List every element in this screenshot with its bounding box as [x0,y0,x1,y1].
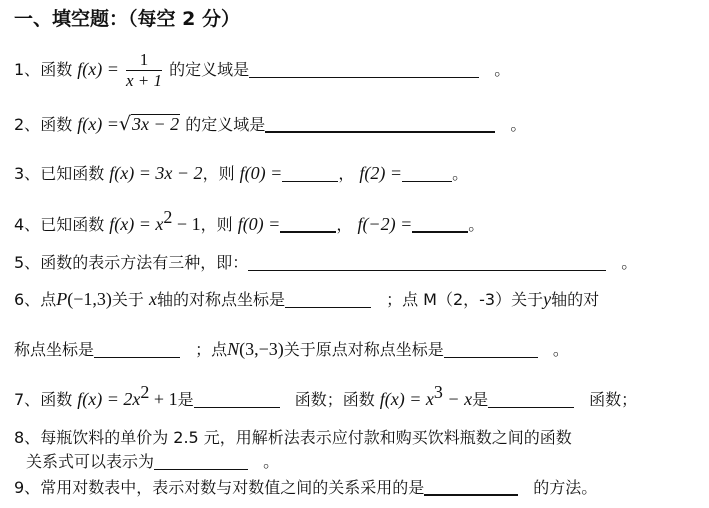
answer-blank[interactable] [282,165,338,182]
answer-blank[interactable] [280,215,336,233]
question-6: 6、点P(−1,3)关于 x轴的对称点坐标是 ；点 M（2，-3）关于y轴的对 [14,289,600,309]
question-2: 2、函数 f(x) =√3x − 2 的定义域是 。 [14,113,527,135]
question-7: 7、函数 $f(x) = 2x^2 + 1$是 函数；函数 $f(x) = x^3 - x$是 函数； [14,382,638,409]
question-3: 3、已知函数 f(x) = 3x − 2，则 f(0) = ， f(2) = 。 [14,163,469,183]
answer-blank[interactable] [285,291,371,308]
fraction: $\frac{1}{x + 1}$ [126,50,163,90]
answer-blank[interactable] [488,391,574,408]
question-5: 5、函数的表示方法有三种，即： 。 [14,253,638,272]
answer-blank[interactable] [444,341,538,358]
answer-blank[interactable] [402,165,452,182]
question-9: 9、常用对数表中，表示对数与对数值之间的关系采用的是 的方法。 [14,478,598,497]
answer-blank[interactable] [265,115,495,133]
answer-blank[interactable] [412,215,468,233]
answer-blank[interactable] [194,391,280,408]
answer-blank[interactable] [94,341,180,358]
answer-blank[interactable] [249,61,479,78]
radical-sign: √ [118,113,132,135]
section-title: 一、填空题：（每空 2 分） [14,8,240,30]
answer-blank[interactable] [248,254,606,271]
answer-blank[interactable] [424,478,518,496]
function-notation: f(x) = [77,59,119,79]
question-6-continued: 称点坐标是 ；点N(3,−3)关于原点对称点坐标是 。 [14,339,569,359]
radicand: 3x − 2 [132,114,180,134]
question-1: 1、函数 f(x) = $\frac{1}{x + 1}$ 的定义域是 。 [14,50,511,90]
question-4: 4、已知函数 $f(x) = x^2 - 1$，则 f(0) = ， f(−2) = 。 [14,207,485,234]
question-8-continued: 关系式可以表示为 。 [26,452,280,471]
question-8: 8、每瓶饮料的单价为 2.5 元，用解析法表示应付款和购买饮料瓶数之间的函数 [14,428,572,447]
answer-blank[interactable] [154,453,248,470]
